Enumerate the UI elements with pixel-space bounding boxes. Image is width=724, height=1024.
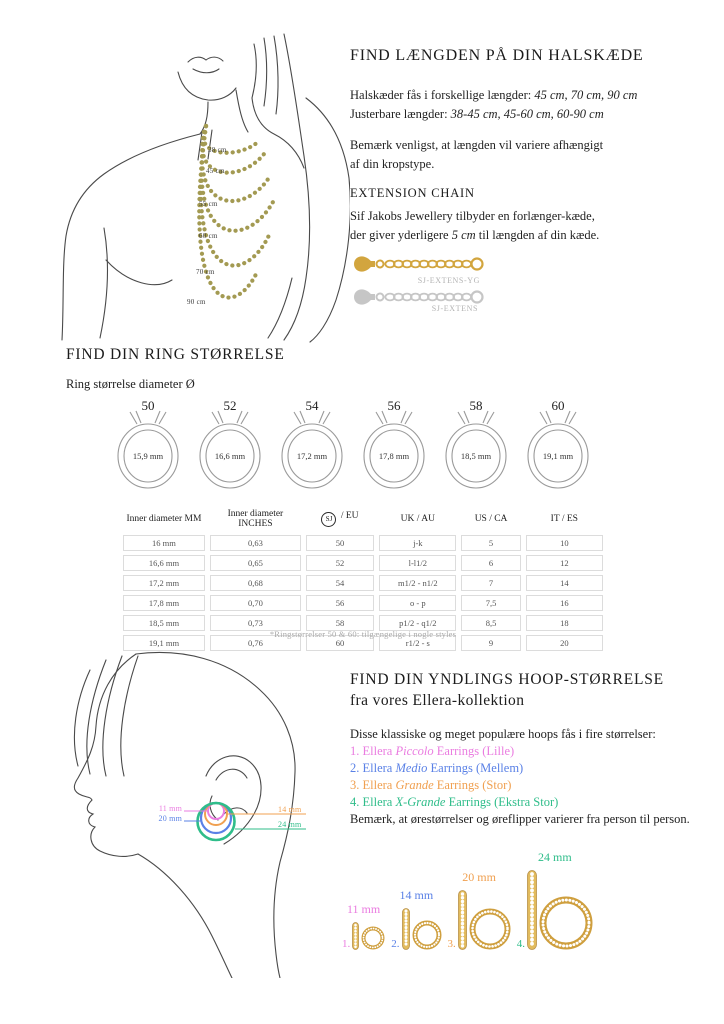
ear-label-20mm: 20 mm	[158, 814, 182, 823]
ring-outline-icon	[440, 410, 512, 490]
ring-outline-icon	[276, 410, 348, 490]
earring-hoop-icon	[539, 896, 593, 950]
earring-number: 3.	[447, 938, 456, 950]
hoop-list-item-medio: 2. Ellera Medio Earrings (Mellem)	[350, 761, 524, 775]
necklace-length-label: 60 cm	[199, 232, 218, 240]
ring-section-title: FIND DIN RING STØRRELSE	[66, 346, 285, 363]
col-header-sj-eu: SJ / EU	[306, 509, 374, 531]
hoop-size-list	[350, 743, 558, 811]
earring-size-label: 20 mm	[462, 870, 496, 884]
ring-size-54	[276, 398, 348, 492]
ear-label-24mm: 24 mm	[278, 820, 302, 829]
ring-inner-diameter: 15,9 mm	[132, 451, 164, 461]
ring-inner-diameter: 18,5 mm	[460, 451, 492, 461]
hoop-intro: Disse klassiske og meget populære hoops fås i fire størrelser:	[350, 727, 656, 741]
necklace-length-label: 38 cm	[208, 146, 227, 154]
gold-extension-chain-icon	[350, 252, 484, 276]
hoop-list-item-x-grande: 4. Ellera X-Grande Earrings (Ekstra Stor)	[350, 795, 559, 809]
ring-size-number: 50	[141, 398, 155, 413]
col-header-it-es: IT / ES	[550, 514, 578, 524]
shoulder-line	[62, 134, 200, 340]
earrings-display	[342, 828, 598, 950]
ring-outline-icon	[522, 410, 594, 490]
ring-outline-icon	[358, 410, 430, 490]
hand-line	[252, 44, 256, 98]
earring-size-label: 14 mm	[399, 888, 434, 902]
hoop-illustration	[48, 648, 340, 978]
lips-line	[188, 57, 223, 62]
ring-outline-icon	[194, 410, 266, 490]
ear-label-11mm: 11 mm	[158, 804, 182, 813]
woman-line-drawing-icon	[40, 28, 350, 343]
necklace-length-label: 55 cm	[199, 200, 218, 208]
earring-size-label: 24 mm	[538, 850, 572, 864]
earring-bar-icon	[352, 922, 359, 950]
earring-bar-icon	[527, 870, 537, 950]
table-row: 17,8 mm 0,70 56 o - p 7,5 16	[123, 595, 603, 611]
earring-hoop-icon	[469, 908, 511, 950]
col-header-inches: Inner diameter INCHES	[227, 509, 284, 529]
hair-strand	[74, 670, 90, 766]
table-row: 19,1 mm 0,76 60 r1/2 - s 9 20	[123, 635, 603, 651]
earring-pair-11mm	[342, 902, 385, 950]
lengths-line-2: Justerbare længder: 38-45 cm, 45-60 cm, 60-90 cm	[350, 107, 604, 121]
extension-chain-paragraph: Sif Jakobs Jewellery tilbyder en forlænger-kæde, der giver yderligere 5 cm til længden af din kæde.	[350, 209, 600, 242]
sj-logo-icon: SJ	[321, 512, 336, 527]
col-header-uk-au: UK / AU	[400, 514, 435, 524]
ring-size-number: 56	[387, 398, 401, 413]
earring-number: 1.	[342, 938, 351, 950]
ear-label-14mm: 14 mm	[278, 805, 302, 814]
hoop-section-subtitle: fra vores Ellera-kollektion	[350, 692, 525, 709]
table-header-row	[123, 509, 603, 531]
ring-size-number: 58	[469, 398, 483, 413]
ring-size-58	[440, 398, 512, 492]
hoop-section-title: FIND DIN YNDLINGS HOOP-STØRRELSE	[350, 671, 664, 688]
ring-size-row	[112, 398, 594, 492]
earring-bar-icon	[402, 908, 410, 950]
earring-pair-20mm	[448, 870, 511, 950]
earring-pair-14mm	[391, 888, 441, 950]
neck-line	[138, 854, 232, 978]
earring-number: 2.	[391, 938, 400, 950]
ring-section-subtitle: Ring størrelse diameter Ø	[66, 377, 195, 391]
ring-size-number: 52	[223, 398, 237, 413]
earring-pair-24mm	[517, 850, 593, 950]
ring-inner-diameter: 19,1 mm	[542, 451, 574, 461]
earring-hoop-icon	[412, 920, 442, 950]
ring-size-56	[358, 398, 430, 492]
ring-size-number: 54	[305, 398, 319, 413]
necklace-length-label: 70 cm	[196, 268, 215, 276]
earring-number: 4.	[516, 938, 525, 950]
ring-table-footnote: *Ringstørrelser 50 & 60: tilgængelige i nogle styles	[269, 629, 457, 639]
col-header-mm: Inner diameter MM	[126, 514, 202, 524]
hoop-list-item-grande: 3. Ellera Grande Earrings (Stor)	[350, 778, 512, 792]
necklace-length-label: 45 cm	[206, 167, 225, 175]
hoop-24mm-circle	[198, 803, 235, 840]
extension-chain-title: EXTENSION CHAIN	[350, 186, 475, 200]
necklace-lengths-paragraph	[350, 86, 637, 124]
body-type-note: Bemærk venligst, at længden vil variere afhængigt af din kropstype.	[350, 138, 604, 171]
necklace-illustration	[40, 28, 350, 343]
ring-size-60	[522, 398, 594, 492]
table-row: 18,5 mm 0,73 58 p1/2 - q1/2 8,5 18	[123, 615, 603, 631]
ring-size-50	[112, 398, 184, 492]
ring-size-number: 60	[551, 398, 565, 413]
ring-outline-icon	[112, 410, 184, 490]
ring-inner-diameter: 17,8 mm	[378, 451, 410, 461]
necklace-length-label: 90 cm	[187, 298, 206, 306]
table-row: 17,2 mm 0,68 54 m1/2 - n1/2 7 14	[123, 575, 603, 591]
silver-chain-sku: SJ-EXTENS	[431, 304, 478, 313]
earring-hoop-icon	[361, 926, 385, 950]
hoop-list-item-piccolo: 1. Ellera Piccolo Earrings (Lille)	[350, 744, 515, 758]
hoop-note: Bemærk, at ørestørrelser og øreflipper varierer fra person til person.	[350, 812, 690, 826]
chin-line	[178, 72, 236, 100]
table-row: 16 mm 0,63 50 j-k 5 10	[123, 535, 603, 551]
ring-inner-diameter: 16,6 mm	[214, 451, 246, 461]
ring-inner-diameter: 17,2 mm	[296, 451, 328, 461]
lengths-line-1: Halskæder fås i forskellige længder: 45 cm, 70 cm, 90 cm	[350, 88, 638, 102]
ring-size-52	[194, 398, 266, 492]
gold-chain-sku: SJ-EXTENS-YG	[417, 276, 480, 285]
earring-bar-icon	[458, 890, 467, 950]
earring-size-label: 11 mm	[347, 902, 381, 916]
necklace-section-title: FIND LÆNGDEN PÅ DIN HALSKÆDE	[350, 47, 644, 64]
table-row: 16,6 mm 0,65 52 l-l1/2 6 12	[123, 555, 603, 571]
col-header-us-ca: US / CA	[474, 514, 508, 524]
